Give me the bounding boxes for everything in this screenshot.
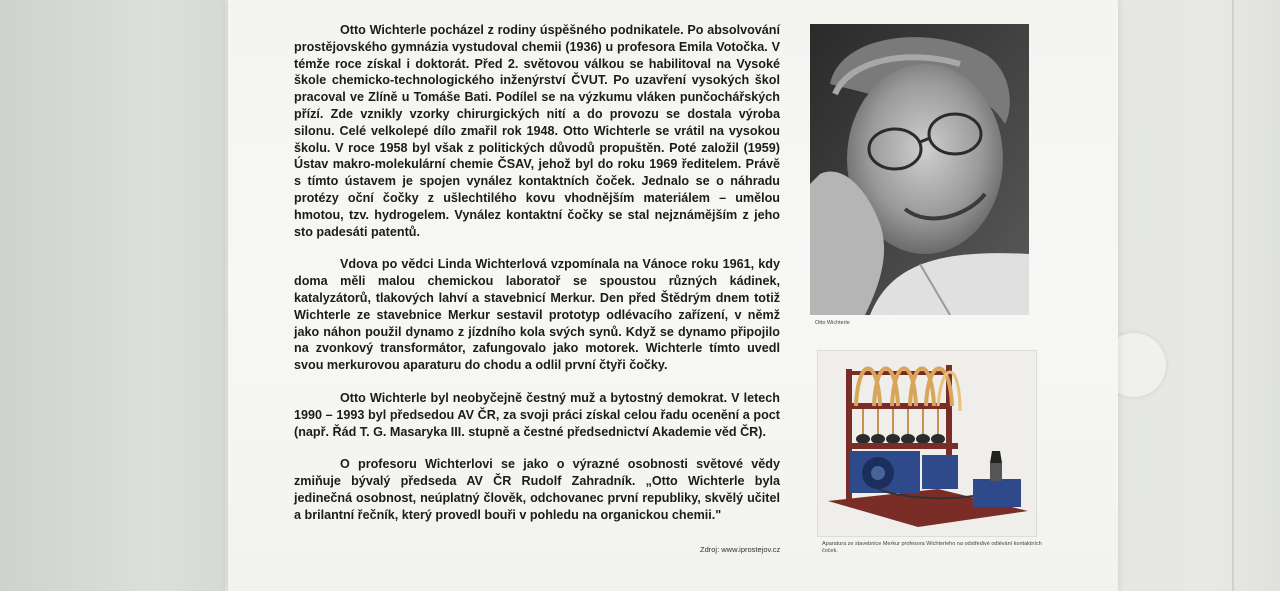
paragraph-quote: O profesoru Wichterlovi se jako o výrazné osobnosti světové vědy zmiňuje bývalý předseda AV ČR Rudolf Zahradník. „Otto Wichterle byla jedinečná osobnost, neúplatný člověk, odchovanec první republiky, skvělý učitel a brilantní řečník, který provedl bouři v pohledu na organickou chemii." bbox=[294, 457, 780, 522]
wall-right bbox=[1118, 0, 1280, 591]
wall-corner-edge bbox=[1232, 0, 1234, 591]
portrait-caption: Otto Wichterle bbox=[815, 320, 850, 326]
paragraph-biography: Otto Wichterle pocházel z rodiny úspěšného podnikatele. Po absolvování prostějovského gymnázia vystudoval chemii (1936) u profesora Emila Votočka. V témže roce získal i doktorát. Před 2. světovou válkou se habilitoval na Vysoké škole chemicko-technologického inženýrství ČVUT. Po uzavření vysokých škol pracoval ve Zlíně u Tomáše Bati. Podílel se na výzkumu vláken punčochářských přízí. Zde vznikly vzorky chirurgických nití a do provozu se dostala výroba silonu. Celé velkolepé dílo zmařil rok 1948. Otto Wichterle se vrátil na vysokou školu. V roce 1958 byl však z politických důvodů propuštěn. Poté založil (1959) Ústav makro-molekulární chemie ČSAV, jehož byl do roku 1969 ředitelem. Právě s tímto ústavem je spojen vynález kontaktních čoček. Jednalo se o náhradu protézy oční čočky z ušlechtilého kovu vhodnějším materiálem – umělou hmotou, tzv. hydrogelem. Vynález kontaktní čočky se stal nejznámějším z jeho sto padesáti patentů. bbox=[294, 23, 780, 239]
source-credit: Zdroj: www.iprostejov.cz bbox=[700, 545, 781, 554]
wall-left bbox=[0, 0, 225, 591]
apparatus-caption: Aparatura ze stavebnice Merkur profesora Wichterleho na odstředivé odlévání kontaktních čoček. bbox=[822, 541, 1042, 554]
paragraph-democrat: Otto Wichterle byl neobyčejně čestný muž a bytostný demokrat. V letech 1990 – 1993 byl předsedou AV ČR, za svoji práci získal celou řadu ocenění a poct (např. Řád T. G. Masaryka III. stupně a čestné předsednictví Akademie věd ČR). bbox=[294, 390, 780, 439]
portrait-illustration bbox=[810, 24, 1029, 315]
apparatus-illustration bbox=[818, 351, 1036, 536]
apparatus-photo bbox=[817, 350, 1037, 537]
paragraph-merkur-story: Vdova po vědci Linda Wichterlová vzpomínala na Vánoce roku 1961, kdy doma měli malou chemickou laboratoř se spoustou různých kádinek, katalyzátorů, tlakových lahví a stavebnicí Merkur. Den před Štědrým dnem totiž Wichterle ze stavebnice Merkur sestavil prototyp odlévacího zařízení, v němž jako náhon použil dynamo z jízdního kola svých synů. Když se dynamo připojilo na zvonkový transformátor, zafungovalo jako motorek. Wichterle tímto uvedl svou merkurovou aparaturu do chodu a odlil první čtyři čočky. bbox=[294, 257, 780, 373]
portrait-photo bbox=[810, 24, 1029, 315]
panel-text bbox=[294, 22, 780, 540]
